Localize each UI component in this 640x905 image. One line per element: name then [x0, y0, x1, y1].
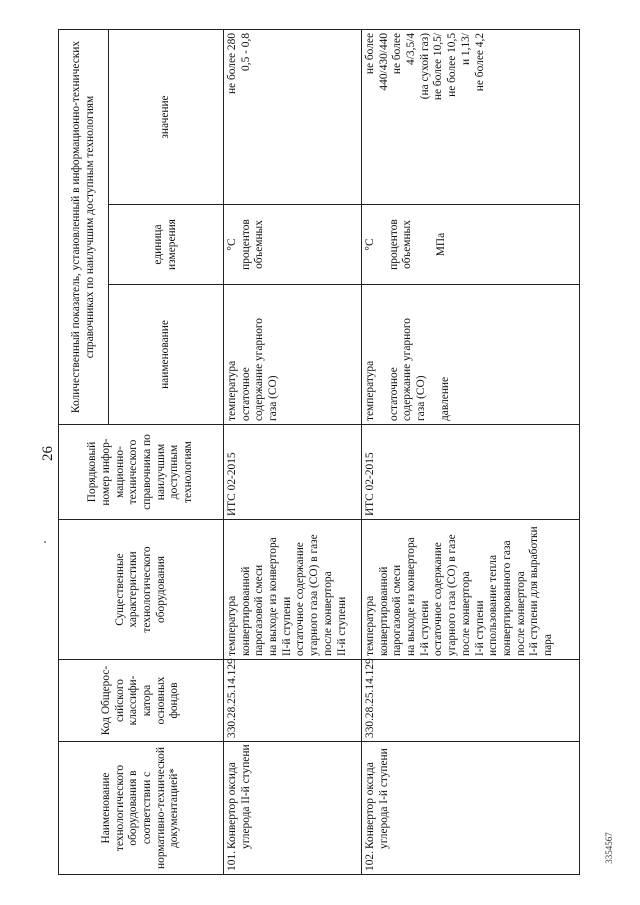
equipment-cell [362, 742, 580, 875]
indicator-value-line: 4/3,5/4 [405, 32, 418, 65]
characteristics-line: температура [364, 595, 376, 656]
stray-mark [44, 541, 46, 543]
indicator-value-line: 0,5 - 0,8 [239, 32, 252, 71]
indicator-name-line: газа (CO) [267, 375, 280, 421]
okof-code-cell: 330.28.25.14.129 [362, 660, 580, 742]
equipment-line: Конвертор оксида [364, 762, 376, 849]
indicator-unit-line: объемных [253, 220, 266, 269]
page-number-text: 26 [39, 445, 56, 461]
table-row [224, 29, 362, 874]
indicator-value-line: не более 4,2 [473, 32, 486, 92]
indicator-unit-line: процентов [387, 219, 400, 270]
indicator-name-cell [362, 285, 580, 425]
row-index: 102. [364, 851, 376, 871]
indicator-unit-cell [224, 205, 362, 285]
table-row [362, 29, 580, 874]
indicator-name-cell [224, 285, 362, 425]
characteristics-line: II-й ступени [335, 596, 348, 656]
indicator-value-line: не более [391, 32, 404, 75]
indicator-value-line: не более 280 [226, 32, 238, 95]
characteristics-line: конвертированной [377, 566, 390, 656]
characteristics-line: угарного газа (CO) в газе [308, 534, 321, 656]
characteristics-line: II-й ступени [280, 596, 293, 656]
rotated-table-stage [58, 30, 591, 875]
header-characteristics: Существенные характеристики технологического оборудования [59, 520, 224, 660]
characteristics-line: остаточное содержание [432, 542, 445, 656]
reference-cell: ИТС 02-2015 [224, 425, 362, 520]
characteristics-line: конвертированного газа [500, 540, 513, 656]
indicator-name-line: содержание угарного [401, 318, 414, 421]
characteristics-line: I-й ступени [418, 600, 431, 656]
header-indicator-group: Количественный показатель, установленный в информационно-технических справочниках по наилучшим доступным технологиям [59, 29, 109, 424]
indicator-name-line: остаточное [239, 367, 252, 421]
header-indicator-name: наименование [109, 285, 224, 425]
header-indicator-value: значение [109, 29, 224, 204]
characteristics-cell [362, 520, 580, 660]
indicator-value-cell [224, 29, 362, 204]
equipment-cell [224, 742, 362, 875]
indicator-value-line: не более [364, 32, 376, 75]
indicator-value-line: не более 10,5/ [432, 32, 445, 101]
equipment-line: углерода I-й ступени [377, 748, 390, 849]
indicator-value-line: не более 10,5 [446, 32, 459, 97]
indicator-value-line: 440/430/440 [377, 32, 390, 91]
characteristics-line: парогазовой смеси [253, 564, 266, 656]
indicator-name-line: температура [226, 360, 238, 421]
characteristics-cell [224, 520, 362, 660]
characteristics-line: остаточное содержание [294, 542, 307, 656]
equipment-line: углерода II-й ступени [239, 744, 252, 849]
indicator-value-line: (на сухой газ) [418, 32, 431, 100]
characteristics-line: после конвертора [459, 571, 472, 656]
document-code [600, 818, 618, 878]
header-indicator-unit: единица измерения [109, 205, 224, 285]
row-index: 101. [226, 851, 238, 871]
characteristics-line: на выходе из конвертора [267, 537, 280, 656]
page-number [38, 438, 58, 468]
header-okof-code: Код Общерос-сийского классифи-катора основных фондов [59, 660, 224, 742]
characteristics-line: на выходе из конвертора [405, 537, 418, 656]
okof-code-cell: 330.28.25.14.129 [224, 660, 362, 742]
header-reference-number: Порядковый номер инфор-мационно-технического справочника по наилучшим доступным технологиям [59, 425, 224, 520]
indicator-value-cell [362, 29, 580, 204]
indicator-unit-line: МПа [435, 232, 448, 257]
characteristics-line: использование тепла [487, 554, 500, 656]
characteristics-line: I-й ступени для выработки [528, 526, 541, 656]
equipment-line: Конвертор оксида [226, 762, 238, 849]
characteristics-line: I-й ступени [473, 600, 486, 656]
characteristics-line: температура [226, 595, 238, 656]
indicator-name-line: газа (CO) [415, 375, 428, 421]
characteristics-line: пара [541, 634, 554, 656]
header-equipment-name: Наименование технологического оборудования в соответствии с нормативно-технической документацией* [59, 742, 224, 875]
indicator-unit-line: объемных [401, 220, 414, 269]
document-code-text: 3354567 [604, 832, 614, 864]
indicator-unit-line: °C [226, 238, 238, 251]
characteristics-line: парогазовой смеси [391, 564, 404, 656]
indicator-unit-cell [362, 205, 580, 285]
indicator-unit-line: процентов [239, 219, 252, 270]
indicator-name-line: остаточное [387, 367, 400, 421]
indicator-name-line: давление [438, 376, 451, 421]
indicator-value-line: и 1,13/ [459, 32, 472, 66]
characteristics-line: конвертированной [239, 566, 252, 656]
indicator-name-line: содержание угарного [253, 318, 266, 421]
characteristics-line: угарного газа (CO) в газе [446, 534, 459, 656]
reference-cell: ИТС 02-2015 [362, 425, 580, 520]
indicator-unit-line: °C [364, 238, 376, 251]
equipment-table [58, 29, 580, 875]
characteristics-line: после конвертора [514, 571, 527, 656]
characteristics-line: после конвертора [321, 571, 334, 656]
indicator-name-line: температура [364, 360, 376, 421]
